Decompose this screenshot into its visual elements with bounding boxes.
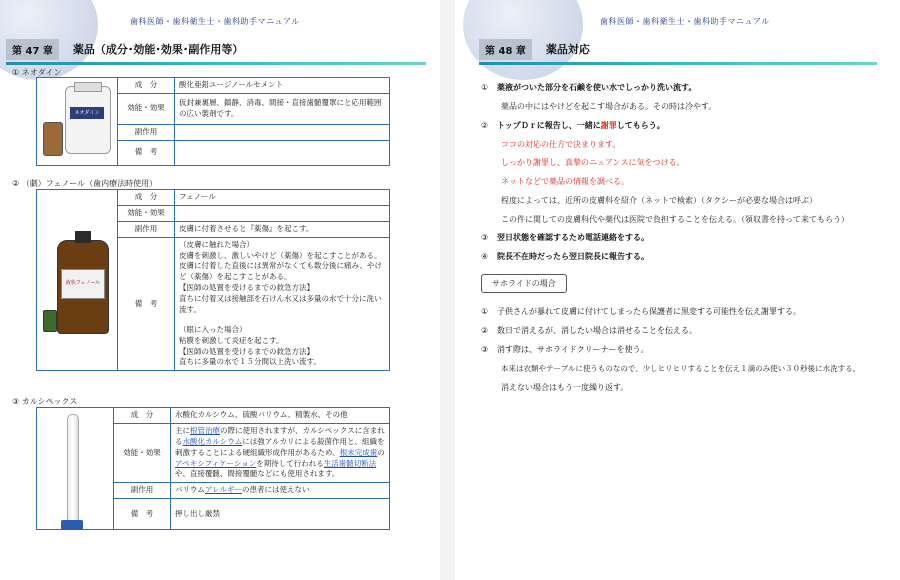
list-item: ココの対応の仕方で決まります。 xyxy=(501,140,621,149)
row-value: フェノール xyxy=(175,190,390,206)
header-rule xyxy=(479,62,877,65)
product-image-calcipex xyxy=(37,408,114,530)
section-heading: ② （劇）フェノール（歯内療法時使用） xyxy=(12,179,158,188)
page-chapter-48 xyxy=(455,0,900,580)
list-item: 本来は衣類やテーブルに使うものなので、少しヒリヒリすることを伝え１滴のみ使い３０秒後に水洗する。 xyxy=(501,364,861,373)
chapter-title: 薬品対応 xyxy=(545,43,590,56)
chapter-header xyxy=(479,38,590,60)
list-item: 薬品の中にはやけどを起こす場合がある。その時は冷やす。 xyxy=(501,102,717,111)
remark-line: 皮膚を刺激し、激しいやけど（薬傷）を起こすことがある。 xyxy=(179,250,382,260)
remark-spacer xyxy=(179,316,385,325)
spec-table-calcipex xyxy=(36,407,390,530)
product-image-phenol xyxy=(37,190,118,371)
powder-bottle-icon: ネオダイン xyxy=(65,86,111,154)
list-item: ③ 消す際は、サホライドクリーナーを使う。 xyxy=(481,345,649,354)
remark-line: 【医師の処置を受けるまでの救急方法】 xyxy=(179,283,314,293)
row-value: 水酸化カルシウム、硫酸バリウム、精製水、その他 xyxy=(171,408,390,424)
remark-line: 直ちに付着又は接触部を石けん水又は多量の水で十分に洗い xyxy=(179,294,382,303)
row-label: 備 考 xyxy=(118,140,175,165)
row-label: 成 分 xyxy=(118,78,175,94)
list-item: ② 数日で消えるが、消したい場合は消せることを伝える。 xyxy=(481,326,697,335)
term-link[interactable]: 根管治療 xyxy=(190,425,220,435)
liquid-vial-icon xyxy=(43,122,63,156)
section-heading: ① ネオダイン xyxy=(12,68,62,77)
list-item: ④ 院長不在時だったら翌日院長に報告する。 xyxy=(481,252,649,261)
page-gutter xyxy=(440,0,455,580)
row-label: 副作用 xyxy=(118,221,175,237)
remark-line: 直ちに多量の水で１５分間以上洗い流す。 xyxy=(179,357,321,367)
row-label: 効能・効果 xyxy=(114,423,171,482)
term-link[interactable]: アペキシフィケーション xyxy=(175,458,257,468)
list-item: ① 子供さんが暴れて皮膚に付けてしまったら保護者に黒変する可能性を伝え謝罪する。 xyxy=(481,307,801,316)
subsection-box: サホライドの場合 xyxy=(481,274,567,293)
brown-bottle-icon: 液状フェノール xyxy=(57,240,109,334)
manual-title: 歯科医師・歯科衛生士・歯科助手マニュアル xyxy=(130,17,300,26)
term-link[interactable]: アレルギー xyxy=(204,485,242,495)
list-item: この件に関しての皮膚科代や薬代は医院で負担することを伝える。（領収書を持って来てもらう） xyxy=(501,215,849,224)
list-item: ② トップＤｒに報告し、一緒に謝罪してもらう。 xyxy=(481,121,665,130)
remarks-cell xyxy=(175,237,390,371)
remark-line: 粘膜を刺激して炎症を起こす。 xyxy=(179,335,284,345)
syringe-handle-icon xyxy=(61,520,83,530)
term-link[interactable]: 水酸化カルシウム xyxy=(182,436,243,446)
remark-line: ど（薬傷）を起こすことがある。 xyxy=(179,272,292,282)
row-value-rich: バリウムアレルギーの患者には使えない xyxy=(171,483,390,499)
chapter-title: 薬品（成分･効能･効果･副作用等） xyxy=(72,43,244,56)
small-vial-icon xyxy=(43,310,57,332)
list-item: しっかり謝罪し、真摯のニュアンスに気をつける。 xyxy=(501,158,685,167)
list-item: 程度によっては、近所の皮膚科を紹介（ネットで検索）（タクシーが必要な場合は呼ぶ） xyxy=(501,196,817,205)
row-label: 副作用 xyxy=(114,483,171,499)
row-label: 効能・効果 xyxy=(118,93,175,124)
row-value xyxy=(175,205,390,221)
page-chapter-47 xyxy=(0,0,440,580)
remark-line: （皮膚に触れた場合） xyxy=(179,239,254,249)
term-link[interactable]: 生活歯髄切断法 xyxy=(323,458,377,468)
row-value: 酸化亜鉛ユージノールセメント xyxy=(175,78,390,94)
product-image-neodyne xyxy=(37,78,118,166)
row-label: 副作用 xyxy=(118,124,175,140)
term-link[interactable]: 根未完成歯 xyxy=(339,447,378,457)
row-value: 仮封兼裏層、鎮静、消毒、間接・直接歯髄覆罩にと応用範囲の広い製剤です。 xyxy=(175,93,390,124)
header-rule xyxy=(6,62,426,65)
chapter-number: 第 48 章 xyxy=(479,39,532,60)
remark-line: （眼に入った場合） xyxy=(179,324,247,334)
row-label: 備 考 xyxy=(114,499,171,530)
list-item: 消えない場合はもう一度繰り返す。 xyxy=(501,383,629,392)
row-value: 皮膚に付着させると『薬傷』を起こす。 xyxy=(175,221,390,237)
remark-line: 流す。 xyxy=(179,304,201,314)
list-item: ① 薬液がついた部分を石鹸を使い水でしっかり洗い流す。 xyxy=(481,83,697,92)
spec-table-neodyne xyxy=(36,77,390,166)
syringe-icon xyxy=(67,414,79,526)
chapter-number: 第 47 章 xyxy=(6,39,59,60)
chapter-header xyxy=(6,38,243,60)
row-label: 効能・効果 xyxy=(118,205,175,221)
row-label: 成 分 xyxy=(118,190,175,206)
remark-line: 【医師の処置を受けるまでの救急方法】 xyxy=(179,346,314,356)
remark-line: 皮膚に付着した直後には異常がなくても数分後に痛み、やけ xyxy=(179,261,382,271)
list-item: ネットなどで薬品の情報を調べる。 xyxy=(501,177,629,186)
row-value: 押し出し厳禁 xyxy=(171,499,390,530)
spec-table-phenol xyxy=(36,189,390,371)
row-value-rich: 主に根管治療の際に使用されますが、カルシペックスに含まれる水酸化カルシウムには強アルカリによる殺菌作用と、組織を刺激することによる硬組織形成作用があるため、根未完成歯のアペキシフィケーションを期待して行われる生活歯髄切断法や、直接覆髄、間接覆髄などにも使用されます。 xyxy=(171,423,390,482)
row-label: 成 分 xyxy=(114,408,171,424)
manual-title: 歯科医師・歯科衛生士・歯科助手マニュアル xyxy=(600,17,770,26)
section-heading: ③ カルシペックス xyxy=(12,397,78,406)
row-value xyxy=(175,124,390,140)
row-value xyxy=(175,140,390,165)
row-label: 備 考 xyxy=(118,237,175,371)
list-item: ③ 翌日状態を確認するため電話連絡をする。 xyxy=(481,233,649,242)
